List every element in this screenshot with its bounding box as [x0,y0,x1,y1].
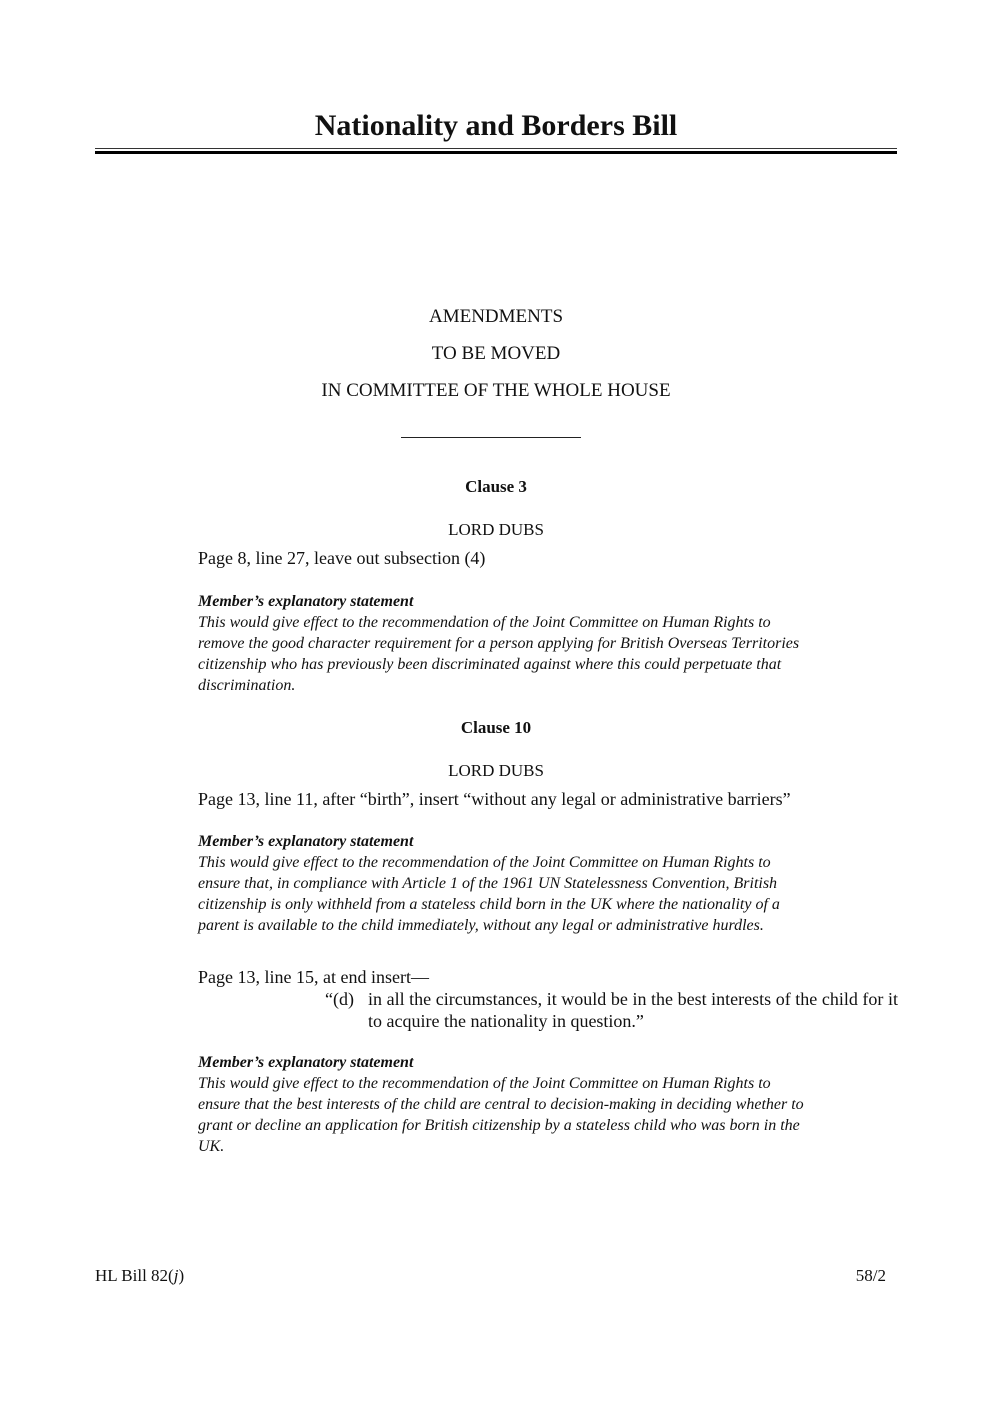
explanatory-statement [198,591,898,696]
explanatory-statement-heading: Member’s explanatory statement [198,593,414,610]
bill-ref-letter: j [173,1266,179,1285]
explanatory-statement-heading: Member’s explanatory statement [198,833,414,850]
statement-line: discrimination. [198,677,296,694]
statement-line: grant or decline an application for British citizenship by a stateless child who was born in the [198,1117,800,1134]
paragraph-text: in all the circumstances, it would be in the best interests of the child for it to acquire the nationality in question.” [368,989,898,1031]
statement-line: This would give effect to the recommendation of the Joint Committee on Human Rights to [198,854,771,871]
amendment-instruction: Page 8, line 27, leave out subsection (4) [198,548,486,568]
clause-heading: Clause 3 [465,477,527,496]
statement-line: ensure that the best interests of the child are central to decision-making in deciding whether to [198,1096,804,1113]
intro-committee: IN COMMITTEE OF THE WHOLE HOUSE [321,380,671,401]
statement-line: This would give effect to the recommendation of the Joint Committee on Human Rights to [198,614,771,631]
page-reference: 58/2 [855,1266,886,1285]
member-name: LORD DUBS [448,520,544,539]
explanatory-statement [198,1052,898,1157]
statement-line: ensure that, in compliance with Article 1 of the 1961 UN Statelessness Convention, British [198,875,778,892]
intro-amendments: AMENDMENTS [428,306,564,327]
explanatory-statement [198,831,898,936]
member-name: LORD DUBS [448,761,544,780]
bill-ref-prefix: HL Bill 82( [95,1266,174,1285]
title-rule-thin [95,148,897,149]
amendment-instruction: Page 13, line 11, after “birth”, insert “without any legal or administrative barriers” [198,789,791,809]
intro-to-be-moved: TO BE MOVED [431,343,561,364]
statement-line: remove the good character requirement for a person applying for British Overseas Territories [198,635,800,652]
section-divider [401,437,581,438]
statement-line: citizenship who has previously been discriminated against where this could perpetuate that [198,656,782,673]
amendment-instruction: Page 13, line 15, at end insert— [198,967,429,987]
explanatory-statement-heading: Member’s explanatory statement [198,1054,414,1071]
bill-reference [95,1265,184,1287]
bill-ref-suffix: ) [178,1266,185,1285]
statement-line: This would give effect to the recommendation of the Joint Committee on Human Rights to [198,1075,771,1092]
statement-line: parent is available to the child immediately, without any legal or administrative hurdles. [198,917,764,934]
statement-line: UK. [198,1138,225,1155]
statement-line: citizenship is only withheld from a stateless child born in the UK where the nationality of a [198,896,780,913]
title-rule-thick [95,151,897,154]
paragraph-number: “(d) [325,989,354,1009]
document-title: Nationality and Borders Bill [314,109,678,142]
inserted-paragraph [325,988,898,1032]
clause-heading: Clause 10 [460,718,532,737]
